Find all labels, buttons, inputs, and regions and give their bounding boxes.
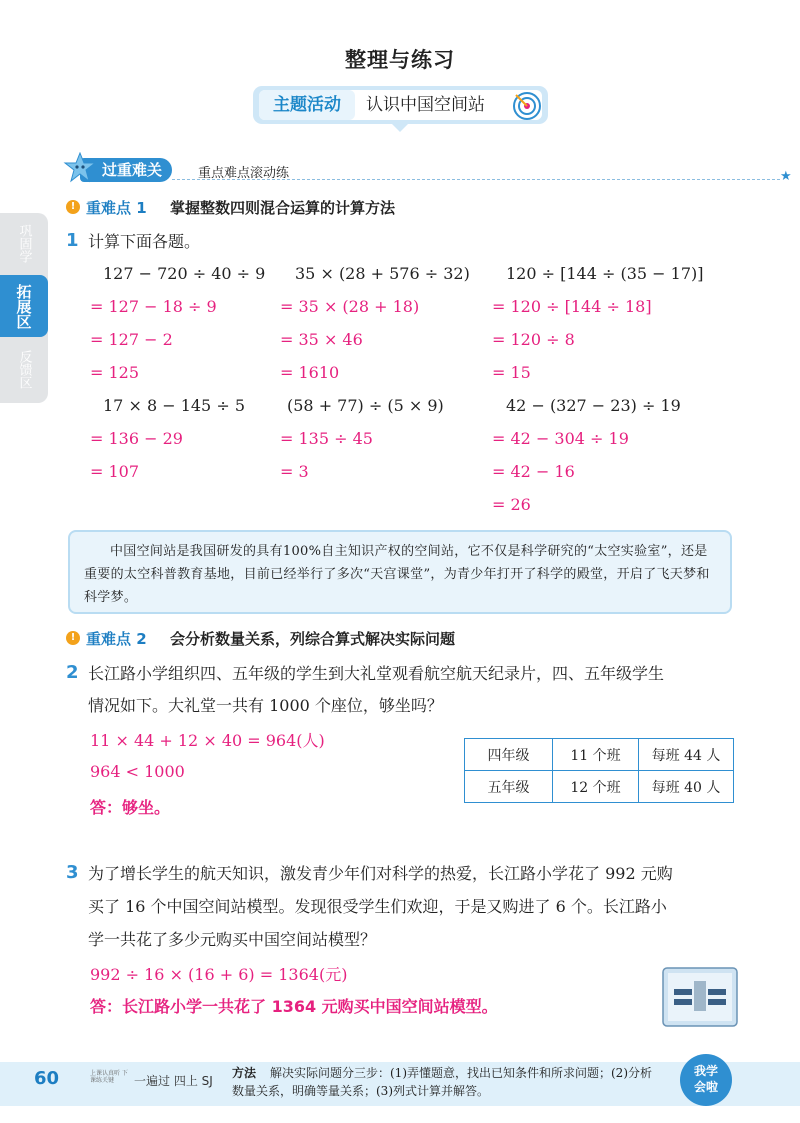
question-1-prompt: 计算下面各题。 bbox=[88, 232, 201, 251]
footer-slogan: 上课认真听 下课练关键 bbox=[90, 1070, 128, 1084]
q2-answer-expr: 11 × 44 + 12 × 40 = 964(人) bbox=[90, 731, 325, 750]
section-badge: 过重难关 bbox=[80, 158, 172, 182]
theme-pointer bbox=[392, 124, 408, 132]
q1-c1-step: = 127 − 18 ÷ 9 bbox=[90, 297, 217, 316]
section-header bbox=[60, 154, 792, 184]
table-cell: 每班 44 人 bbox=[639, 739, 734, 771]
badge-line: 我学 bbox=[693, 1064, 718, 1078]
key-point-1-label: 重难点 1 bbox=[86, 199, 147, 217]
q1-c2-step: = 1610 bbox=[280, 363, 340, 382]
q1-c1-expr-b: 17 × 8 − 145 ÷ 5 bbox=[103, 396, 245, 415]
space-station-model-image bbox=[662, 967, 738, 1027]
q1-c3-step: = 120 ÷ 8 bbox=[492, 330, 575, 349]
q1-c3-step: = 120 ÷ [144 ÷ 18] bbox=[492, 297, 652, 316]
key-point-1-text: 掌握整数四则混合运算的计算方法 bbox=[170, 199, 396, 217]
section-divider bbox=[172, 179, 780, 180]
table-cell: 五年级 bbox=[465, 771, 553, 803]
target-icon bbox=[512, 91, 542, 121]
key-point-2-text: 会分析数量关系，列综合算式解决实际问题 bbox=[170, 630, 456, 648]
section-subtitle: 重点难点滚动练 bbox=[198, 166, 290, 181]
table-cell: 四年级 bbox=[465, 739, 553, 771]
grade-table bbox=[464, 738, 734, 803]
side-tab-feedback[interactable]: 反馈区 bbox=[16, 349, 32, 389]
method-text: 解决实际问题分三步：(1)弄懂题意，找出已知条件和所求问题；(2)分析数量关系，明确等量关系；(3)列式计算并解答。 bbox=[232, 1066, 652, 1098]
book-series: 一遍过 四上 SJ bbox=[134, 1074, 213, 1088]
q1-c2-expr-b: (58 + 77) ÷ (5 × 9) bbox=[287, 396, 444, 415]
q1-c1-step: = 127 − 2 bbox=[90, 330, 173, 349]
q2-answer-conclusion: 答：够坐。 bbox=[90, 798, 171, 817]
table-row bbox=[465, 739, 734, 771]
badge-line: 会啦 bbox=[693, 1080, 718, 1094]
q1-c2-step: = 35 × 46 bbox=[280, 330, 363, 349]
q1-c1-step: = 125 bbox=[90, 363, 140, 382]
info-text: 中国空间站是我国研发的具有100%自主知识产权的空间站，它不仅是科学研究的“太空实验室”，还是重要的太空科普教育基地，目前已经举行了多次“天宫课堂”，为青少年打开了科学的殿堂，开启了飞天梦和科学梦。 bbox=[84, 544, 710, 605]
q1-c3-expr-b: 42 − (327 − 23) ÷ 19 bbox=[506, 396, 681, 415]
table-cell: 11 个班 bbox=[553, 739, 639, 771]
bulb-icon: ! bbox=[66, 631, 80, 645]
page-footer bbox=[0, 1048, 800, 1123]
q3-answer-expr: 992 ÷ 16 × (16 + 6) = 1364(元) bbox=[90, 965, 348, 984]
question-3-line: 买了 16 个中国空间站模型。发现很受学生们欢迎，于是又购进了 6 个。长江路小 bbox=[88, 897, 667, 916]
q1-c2-step: = 3 bbox=[280, 462, 309, 481]
star-icon: ★ bbox=[780, 169, 792, 184]
key-point-2-label: 重难点 2 bbox=[86, 630, 147, 648]
theme-name: 认识中国空间站 bbox=[366, 95, 485, 115]
info-box bbox=[68, 530, 732, 614]
question-3-line: 为了增长学生的航天知识，激发青少年们对科学的热爱，长江路小学花了 992 元购 bbox=[88, 864, 673, 883]
q1-c2-step: = 35 × (28 + 18) bbox=[280, 297, 420, 316]
q1-c3-expr-a: 120 ÷ [144 ÷ (35 − 17)] bbox=[506, 264, 704, 283]
q1-c1-step: = 107 bbox=[90, 462, 140, 481]
side-tab-consolidate[interactable]: 巩固学 bbox=[16, 223, 32, 263]
q1-c1-expr-a: 127 − 720 ÷ 40 ÷ 9 bbox=[103, 264, 266, 283]
page-number: 60 bbox=[34, 1068, 60, 1089]
page-title: 整理与练习 bbox=[345, 48, 455, 72]
q1-c2-step: = 135 ÷ 45 bbox=[280, 429, 373, 448]
table-cell: 12 个班 bbox=[553, 771, 639, 803]
q3-answer-conclusion: 答：长江路小学一共花了 1364 元购买中国空间站模型。 bbox=[90, 997, 498, 1016]
theme-tag: 主题活动 bbox=[259, 90, 355, 120]
q1-c2-expr-a: 35 × (28 + 576 ÷ 32) bbox=[295, 264, 470, 283]
learned-badge bbox=[680, 1054, 732, 1106]
q1-c3-step: = 26 bbox=[492, 495, 531, 514]
q2-answer-compare: 964 < 1000 bbox=[90, 762, 185, 781]
side-tab-extend[interactable]: 拓展区 bbox=[0, 275, 48, 337]
question-3-number: 3 bbox=[66, 862, 79, 883]
q1-c3-step: = 42 − 16 bbox=[492, 462, 575, 481]
question-2-line: 长江路小学组织四、五年级的学生到大礼堂观看航空航天纪录片，四、五年级学生 bbox=[88, 664, 665, 683]
method-label: 方法 bbox=[232, 1066, 257, 1080]
question-2-number: 2 bbox=[66, 662, 79, 683]
q1-c3-step: = 42 − 304 ÷ 19 bbox=[492, 429, 629, 448]
q1-c3-step: = 15 bbox=[492, 363, 531, 382]
question-2-line: 情况如下。大礼堂一共有 1000 个座位，够坐吗？ bbox=[88, 696, 443, 715]
q1-c1-step: = 136 − 29 bbox=[90, 429, 183, 448]
question-1-number: 1 bbox=[66, 230, 79, 251]
table-cell: 每班 40 人 bbox=[639, 771, 734, 803]
bulb-icon: ! bbox=[66, 200, 80, 214]
table-row bbox=[465, 771, 734, 803]
mascot-icon bbox=[62, 152, 98, 184]
question-3-line: 学一共花了多少元购买中国空间站模型？ bbox=[88, 930, 377, 949]
